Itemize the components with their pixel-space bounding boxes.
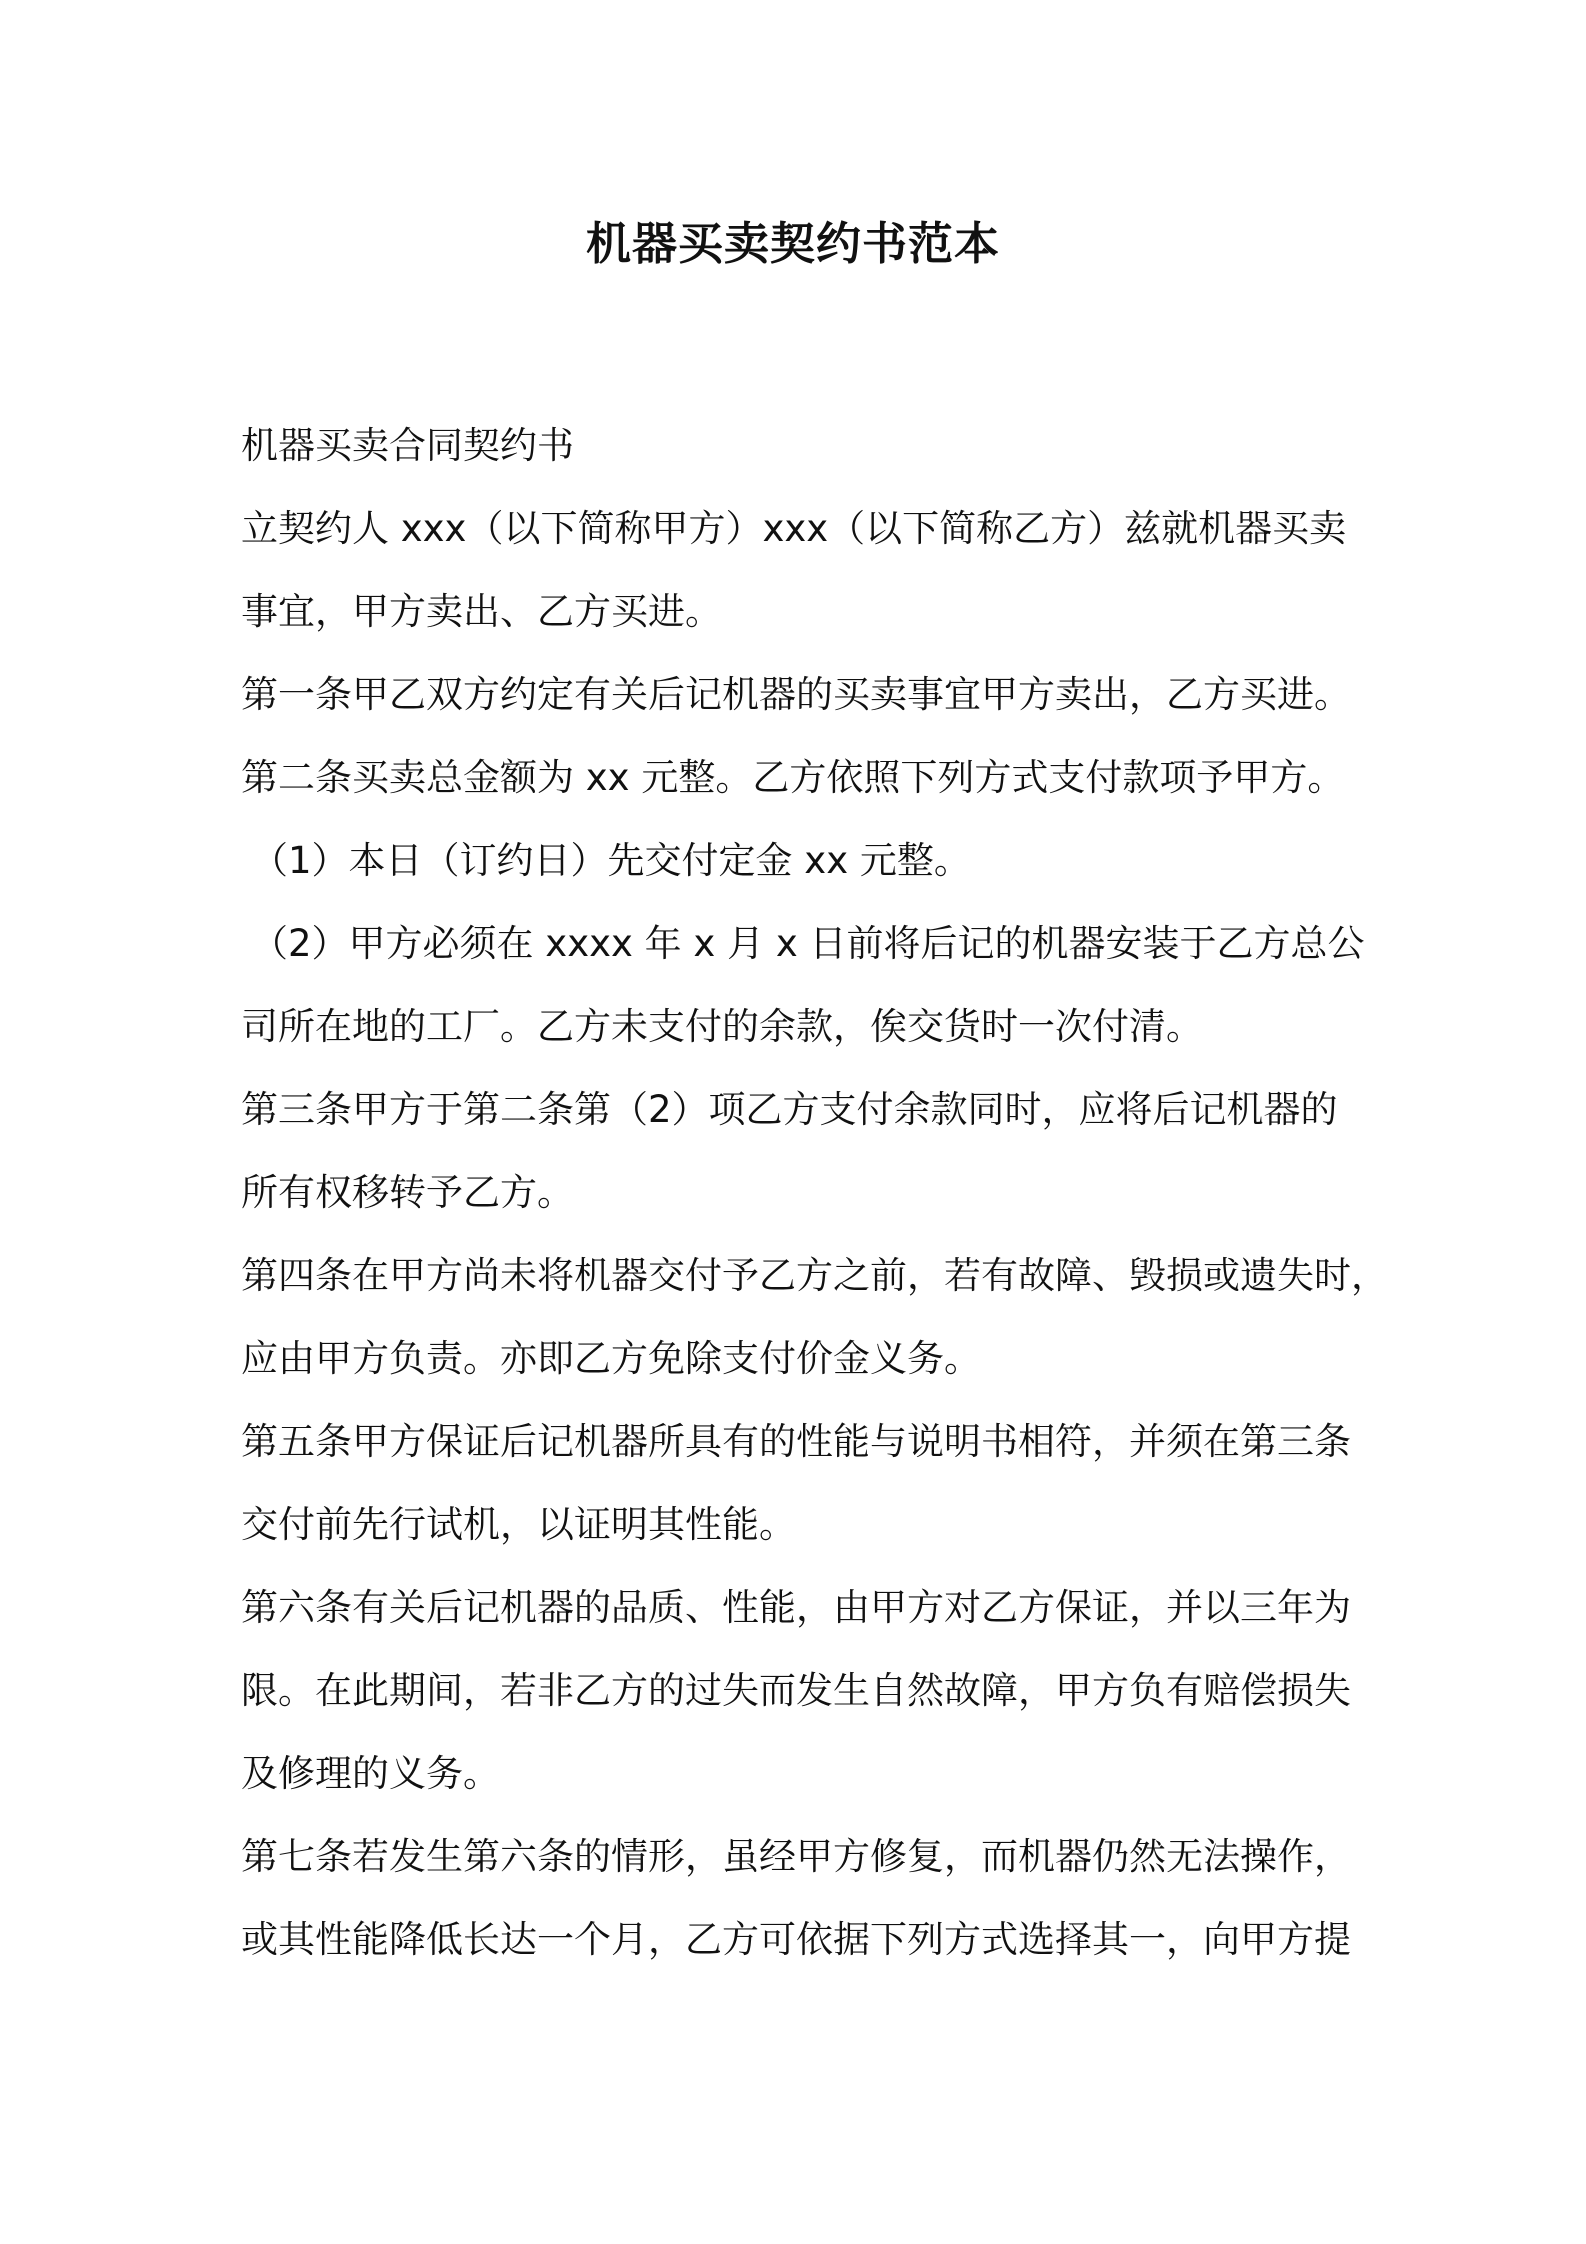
article-2-item-2-line: （2）甲方必须在 xxxx 年 x 月 x 日前将后记的机器安装于乙方总公 — [251, 922, 1365, 965]
article-2-item-2-line: 司所在地的工厂。乙方未支付的余款，俟交货时一次付清。 — [241, 1005, 1203, 1048]
paragraph-line: 立契约人 xxx（以下简称甲方）xxx（以下简称乙方）兹就机器买卖 — [241, 507, 1347, 550]
article-2-item-1-line: （1）本日（订约日）先交付定金 xx 元整。 — [251, 839, 971, 882]
article-5-line: 交付前先行试机，以证明其性能。 — [241, 1503, 796, 1546]
article-6-line: 第六条有关后记机器的品质、性能，由甲方对乙方保证，并以三年为 — [241, 1586, 1351, 1629]
article-3-line: 所有权移转予乙方。 — [241, 1171, 574, 1214]
article-6-line: 限。在此期间，若非乙方的过失而发生自然故障，甲方负有赔偿损失 — [241, 1669, 1351, 1712]
article-4-line: 应由甲方负责。亦即乙方免除支付价金义务。 — [241, 1337, 981, 1380]
document-title: 机器买卖契约书范本 — [585, 217, 1000, 270]
article-7-line: 或其性能降低长达一个月，乙方可依据下列方式选择其一，向甲方提 — [241, 1918, 1351, 1961]
article-5-line: 第五条甲方保证后记机器所具有的性能与说明书相符，并须在第三条 — [241, 1420, 1351, 1463]
article-4-line: 第四条在甲方尚未将机器交付予乙方之前，若有故障、毁损或遗失时， — [241, 1254, 1388, 1297]
paragraph-line: 事宜，甲方卖出、乙方买进。 — [241, 590, 722, 633]
article-3-line: 第三条甲方于第二条第（2）项乙方支付余款同时，应将后记机器的 — [241, 1088, 1338, 1131]
subtitle-line: 机器买卖合同契约书 — [241, 424, 574, 467]
article-7-line: 第七条若发生第六条的情形，虽经甲方修复，而机器仍然无法操作， — [241, 1835, 1351, 1878]
article-2-line: 第二条买卖总金额为 xx 元整。乙方依照下列方式支付款项予甲方。 — [241, 756, 1345, 799]
article-6-line: 及修理的义务。 — [241, 1752, 500, 1795]
article-1-line: 第一条甲乙双方约定有关后记机器的买卖事宜甲方卖出，乙方买进。 — [241, 673, 1351, 716]
document-body — [241, 404, 1388, 1981]
